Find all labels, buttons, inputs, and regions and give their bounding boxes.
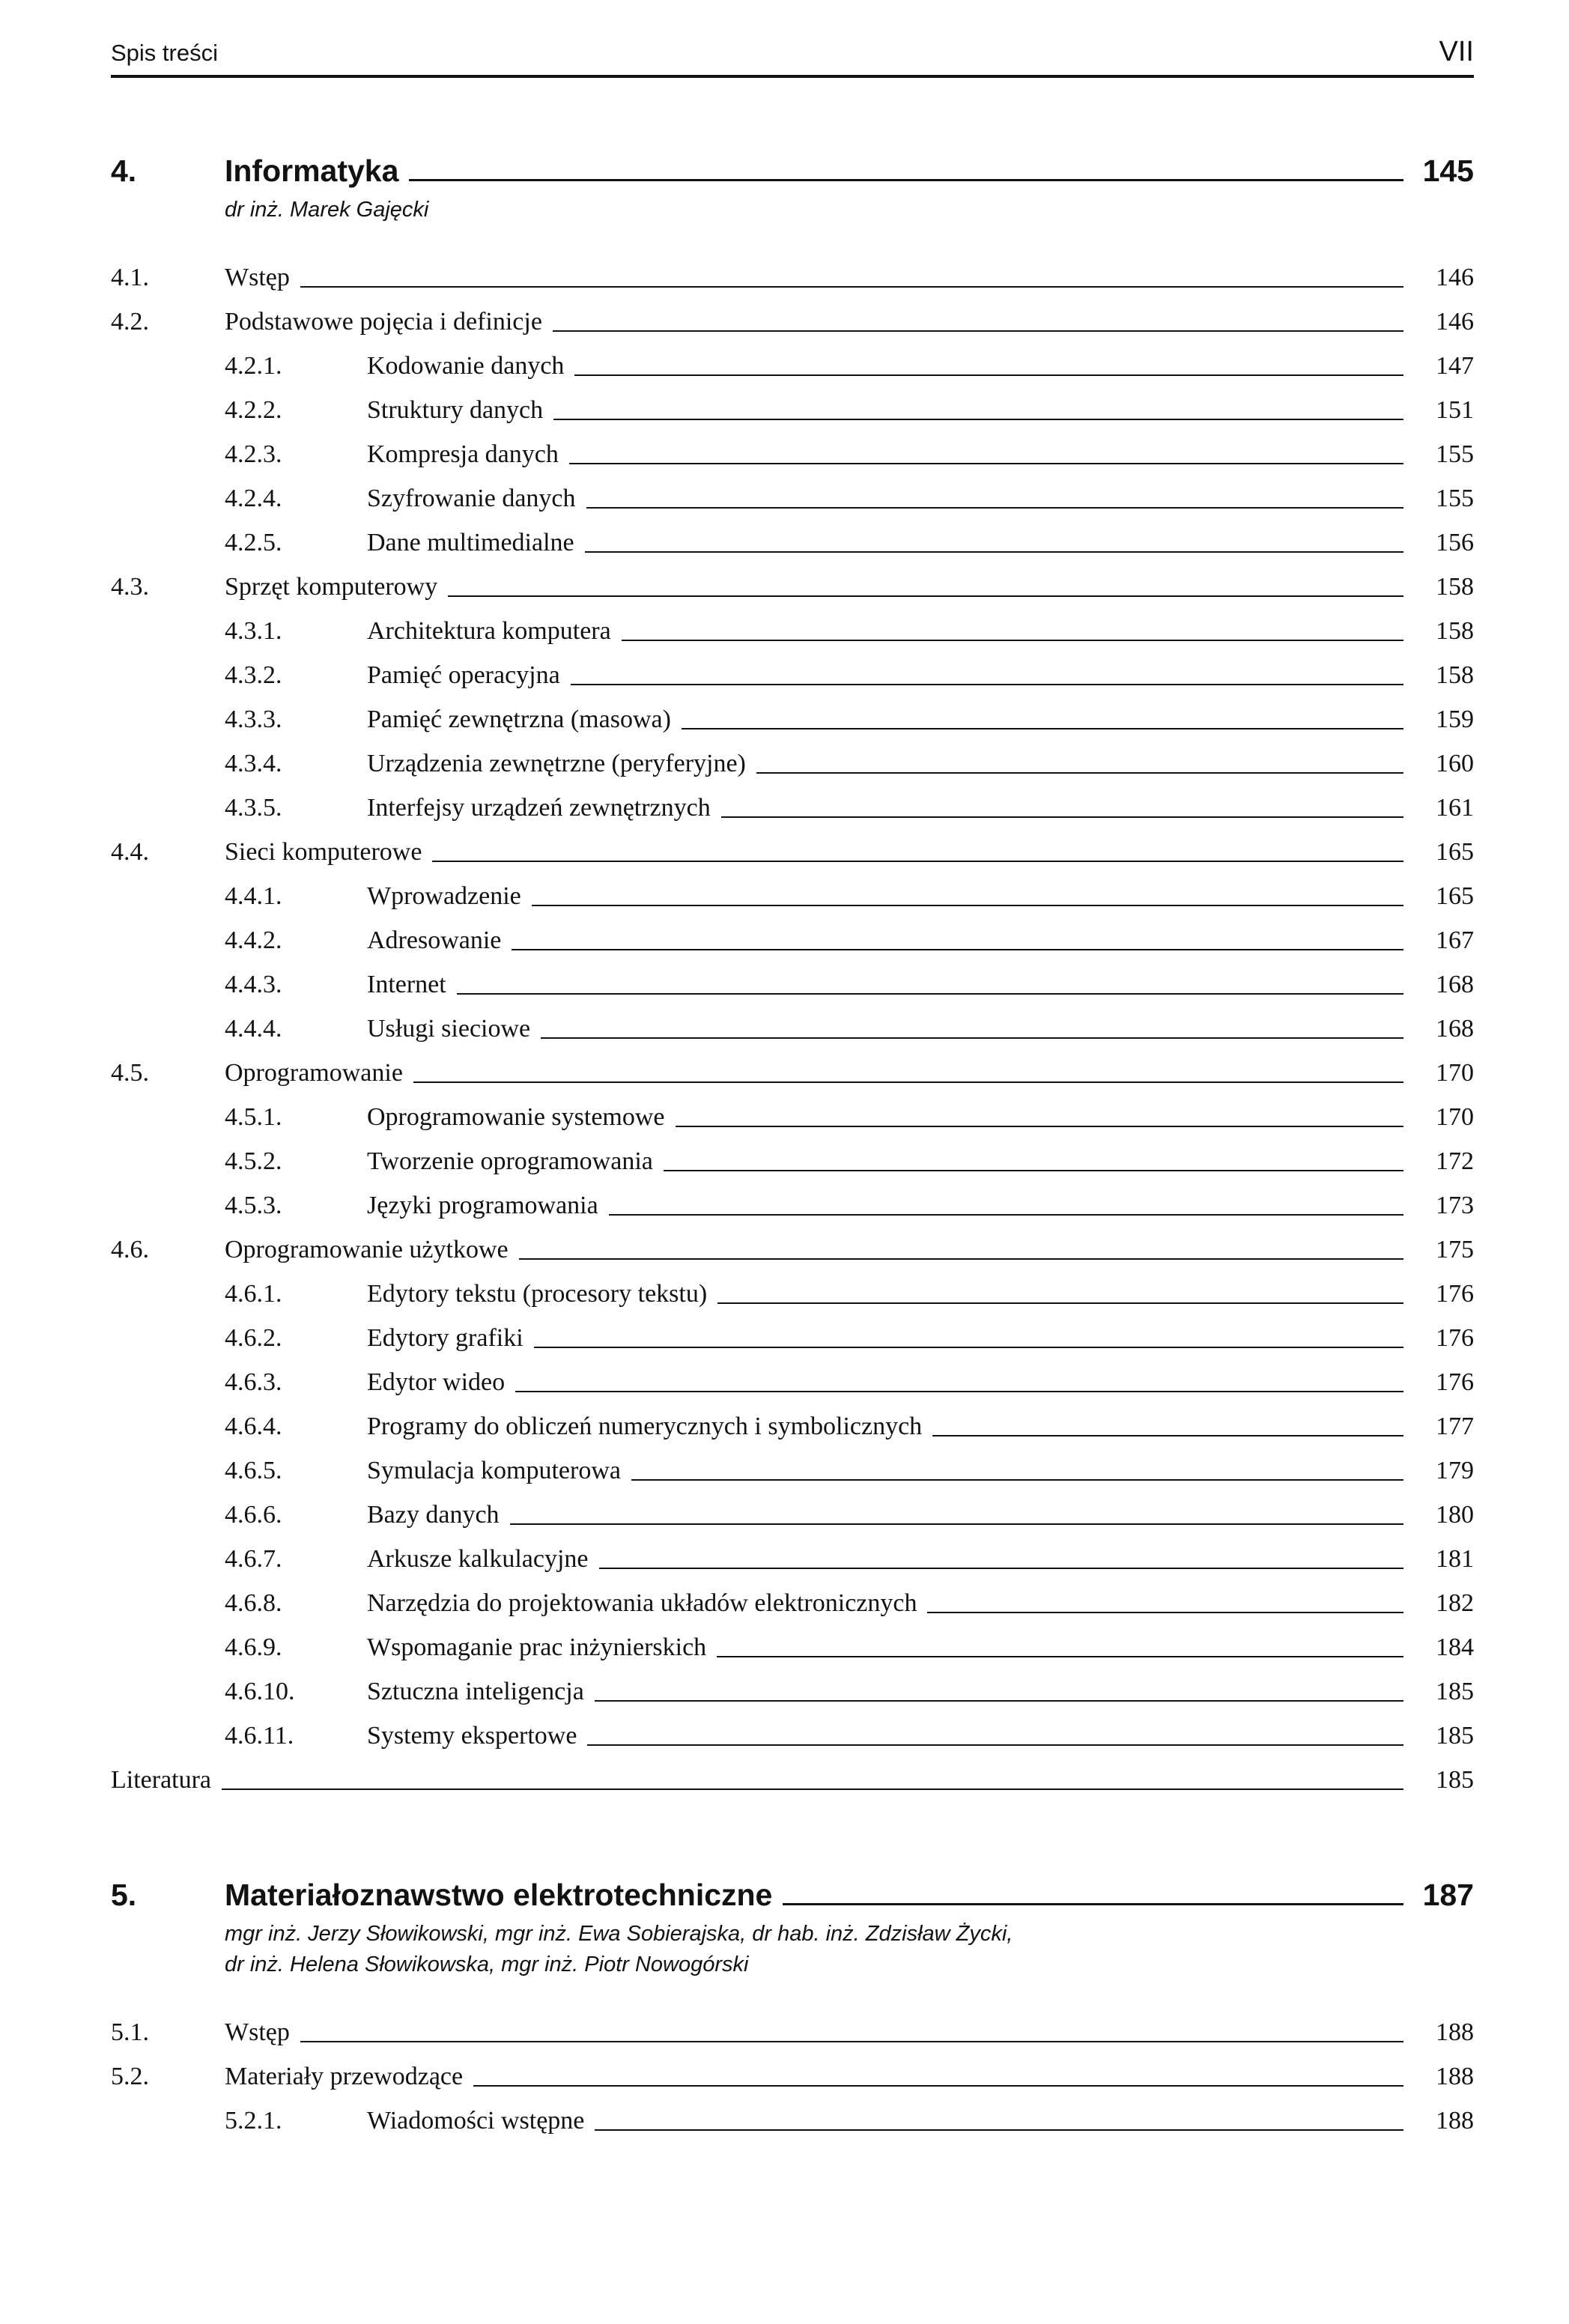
- leader-line: [222, 1788, 1403, 1790]
- entry-page-number: 158: [1436, 617, 1474, 645]
- entry-number: 4.3.4.: [225, 750, 282, 777]
- leader-line: [457, 993, 1403, 995]
- entry-title: Systemy ekspertowe: [367, 1722, 577, 1750]
- entry-number: 4.2.4.: [225, 485, 282, 512]
- author-line: mgr inż. Jerzy Słowikowski, mgr inż. Ewa Sobierajska, dr hab. inż. Zdzisław Życki,: [225, 1922, 1013, 1946]
- running-header-page-number: VII: [1439, 36, 1474, 67]
- entry-title: Edytory tekstu (procesory tekstu): [367, 1280, 708, 1308]
- entry-page-number: 168: [1436, 971, 1474, 998]
- chapter-entries: [111, 2010, 1474, 2143]
- leader-line: [571, 684, 1403, 685]
- entry-page-number: 146: [1436, 264, 1474, 291]
- leader-line: [532, 905, 1403, 906]
- entry-number: 4.5.1.: [225, 1103, 282, 1131]
- chapter-page-number: 145: [1422, 154, 1474, 188]
- entry-page-number: 159: [1436, 706, 1474, 733]
- entry-page-number: 176: [1436, 1368, 1474, 1396]
- entry-title: Adresowanie: [367, 926, 502, 954]
- toc-entry: [111, 1007, 1474, 1051]
- leader-line: [717, 1656, 1403, 1657]
- leader-line: [682, 728, 1403, 729]
- entry-title: Pamięć zewnętrzna (masowa): [367, 706, 671, 733]
- entry-page-number: 185: [1436, 1766, 1474, 1794]
- entry-number: 4.6.4.: [225, 1413, 282, 1440]
- toc-entry: [111, 1625, 1474, 1669]
- toc-entry: [111, 1360, 1474, 1404]
- entry-page-number: 185: [1436, 1722, 1474, 1750]
- entry-number: 4.4.3.: [225, 971, 282, 998]
- toc-entry: [111, 1316, 1474, 1360]
- toc-entry: [111, 1183, 1474, 1228]
- entry-number: 4.6.11.: [225, 1722, 294, 1750]
- leader-line: [595, 2129, 1403, 2131]
- chapter-page-number: 187: [1422, 1878, 1474, 1912]
- entry-page-number: 161: [1436, 794, 1474, 822]
- leader-line: [599, 1568, 1404, 1569]
- entry-page-number: 156: [1436, 529, 1474, 556]
- leader-line: [622, 640, 1403, 641]
- chapter-authors: [225, 1919, 1474, 1980]
- entry-page-number: 175: [1436, 1236, 1474, 1263]
- leader-line: [609, 1214, 1403, 1216]
- entry-number: 4.4.1.: [225, 882, 282, 910]
- toc-entry: [111, 741, 1474, 786]
- toc-entry: [111, 1139, 1474, 1183]
- entry-number: 4.6.10.: [225, 1678, 295, 1705]
- chapter-heading: [111, 1875, 1474, 1914]
- leader-line: [519, 1258, 1403, 1260]
- entry-title: Struktury danych: [367, 396, 544, 424]
- toc-entry: [111, 2099, 1474, 2143]
- entry-title: Narzędzia do projektowania układów elektronicznych: [367, 1589, 917, 1617]
- toc-entry: [111, 653, 1474, 697]
- leader-line: [585, 551, 1403, 553]
- entry-page-number: 180: [1436, 1501, 1474, 1529]
- chapter-authors: [225, 195, 1474, 225]
- entry-number: 4.6.5.: [225, 1457, 282, 1484]
- entry-number: 4.6.: [111, 1236, 149, 1263]
- chapter-block: [111, 151, 1474, 1802]
- entry-number: 4.4.4.: [225, 1015, 282, 1043]
- entry-title: Architektura komputera: [367, 617, 611, 645]
- leader-line: [783, 1903, 1403, 1905]
- entry-page-number: 158: [1436, 661, 1474, 689]
- entry-number: 4.6.7.: [225, 1545, 282, 1573]
- toc-entry: [111, 1404, 1474, 1448]
- leader-line: [587, 1744, 1403, 1746]
- entry-title: Kompresja danych: [367, 440, 559, 468]
- entry-title: Edytory grafiki: [367, 1324, 523, 1352]
- entry-number: 4.5.3.: [225, 1192, 282, 1219]
- entry-number: 4.3.5.: [225, 794, 282, 822]
- entry-title: Dane multimedialne: [367, 529, 574, 556]
- toc-entry: [111, 874, 1474, 918]
- entry-number: 4.2.3.: [225, 440, 282, 468]
- entry-number: 4.2.1.: [225, 352, 282, 380]
- author-line: dr inż. Helena Słowikowska, mgr inż. Piotr Nowogórski: [225, 1953, 749, 1976]
- entry-number: 4.4.: [111, 838, 149, 866]
- entry-number: 4.1.: [111, 264, 149, 291]
- chapter-number: 4.: [111, 154, 137, 188]
- toc-entry: [111, 255, 1474, 300]
- entry-number: 4.3.: [111, 573, 149, 601]
- leader-line: [595, 1700, 1403, 1702]
- entry-page-number: 146: [1436, 308, 1474, 336]
- running-header-title: Spis treści: [111, 40, 218, 66]
- leader-line: [534, 1347, 1403, 1348]
- toc-entry: [111, 1051, 1474, 1095]
- entry-title: Oprogramowanie systemowe: [367, 1103, 665, 1131]
- entry-page-number: 176: [1436, 1280, 1474, 1308]
- entry-page-number: 173: [1436, 1192, 1474, 1219]
- entry-number: 4.2.5.: [225, 529, 282, 556]
- entry-page-number: 167: [1436, 926, 1474, 954]
- toc-entry: [111, 1537, 1474, 1581]
- leader-line: [515, 1391, 1403, 1392]
- toc-entry: [111, 1448, 1474, 1493]
- entry-page-number: 176: [1436, 1324, 1474, 1352]
- entry-title: Kodowanie danych: [367, 352, 565, 380]
- leader-line: [569, 463, 1403, 464]
- entry-title: Podstawowe pojęcia i definicje: [225, 308, 542, 336]
- entry-page-number: 177: [1436, 1413, 1474, 1440]
- chapter-entries: [111, 255, 1474, 1802]
- toc-entry: [111, 1669, 1474, 1714]
- leader-line: [541, 1037, 1403, 1039]
- entry-title: Arkusze kalkulacyjne: [367, 1545, 589, 1573]
- entry-number: 4.3.1.: [225, 617, 282, 645]
- toc-entry: [111, 300, 1474, 344]
- entry-page-number: 151: [1436, 396, 1474, 424]
- entry-page-number: 168: [1436, 1015, 1474, 1043]
- toc-entry: [111, 1272, 1474, 1316]
- leader-line: [676, 1126, 1403, 1127]
- toc-entry: [111, 830, 1474, 874]
- entry-title: Wstęp: [225, 2018, 290, 2046]
- toc-entry: [111, 521, 1474, 565]
- toc-entry: [111, 962, 1474, 1007]
- entry-title: Oprogramowanie użytkowe: [225, 1236, 509, 1263]
- toc-body: [111, 151, 1474, 2143]
- entry-title: Szyfrowanie danych: [367, 485, 576, 512]
- leader-line: [409, 179, 1403, 181]
- leader-line: [574, 374, 1403, 376]
- entry-number: 4.5.: [111, 1059, 149, 1087]
- chapter-title: Materiałoznawstwo elektrotechniczne: [225, 1878, 773, 1912]
- entry-page-number: 182: [1436, 1589, 1474, 1617]
- chapter-heading: [111, 151, 1474, 190]
- leader-line: [553, 330, 1403, 332]
- leader-line: [300, 286, 1403, 288]
- leader-line: [927, 1612, 1403, 1613]
- entry-page-number: 158: [1436, 573, 1474, 601]
- leader-line: [432, 861, 1403, 862]
- entry-page-number: 165: [1436, 882, 1474, 910]
- leader-line: [631, 1479, 1403, 1481]
- toc-entry: [111, 1493, 1474, 1537]
- entry-number: 4.4.2.: [225, 926, 282, 954]
- toc-entry: [111, 609, 1474, 653]
- entry-number: 4.2.: [111, 308, 149, 336]
- toc-entry: [111, 697, 1474, 741]
- toc-entry: [111, 1758, 1474, 1802]
- leader-line: [300, 2041, 1403, 2042]
- entry-number: 4.6.1.: [225, 1280, 282, 1308]
- entry-page-number: 185: [1436, 1678, 1474, 1705]
- leader-line: [756, 772, 1403, 774]
- leader-line: [721, 816, 1403, 818]
- entry-title: Literatura: [111, 1766, 212, 1794]
- entry-page-number: 147: [1436, 352, 1474, 380]
- leader-line: [932, 1435, 1403, 1436]
- leader-line: [448, 595, 1403, 597]
- entry-title: Sztuczna inteligencja: [367, 1678, 584, 1705]
- entry-title: Tworzenie oprogramowania: [367, 1147, 653, 1175]
- chapter-title: Informatyka: [225, 154, 399, 188]
- entry-title: Programy do obliczeń numerycznych i symbolicznych: [367, 1413, 923, 1440]
- entry-page-number: 179: [1436, 1457, 1474, 1484]
- toc-entry: [111, 565, 1474, 609]
- toc-entry: [111, 786, 1474, 830]
- toc-entry: [111, 918, 1474, 962]
- toc-entry: [111, 2054, 1474, 2099]
- entry-page-number: 160: [1436, 750, 1474, 777]
- entry-title: Internet: [367, 971, 446, 998]
- entry-title: Interfejsy urządzeń zewnętrznych: [367, 794, 711, 822]
- entry-title: Wprowadzenie: [367, 882, 521, 910]
- entry-page-number: 181: [1436, 1545, 1474, 1573]
- entry-title: Wspomaganie prac inżynierskich: [367, 1633, 707, 1661]
- entry-number: 4.6.2.: [225, 1324, 282, 1352]
- toc-entry: [111, 388, 1474, 432]
- chapter-number: 5.: [111, 1878, 137, 1912]
- entry-number: 4.3.3.: [225, 706, 282, 733]
- toc-entry: [111, 1228, 1474, 1272]
- toc-entry: [111, 2010, 1474, 2054]
- entry-title: Wstęp: [225, 264, 290, 291]
- entry-page-number: 155: [1436, 440, 1474, 468]
- entry-title: Symulacja komputerowa: [367, 1457, 621, 1484]
- page-header: [111, 37, 1474, 78]
- entry-page-number: 170: [1436, 1059, 1474, 1087]
- leader-line: [473, 2085, 1403, 2087]
- entry-title: Edytor wideo: [367, 1368, 506, 1396]
- entry-title: Bazy danych: [367, 1501, 500, 1529]
- entry-page-number: 155: [1436, 485, 1474, 512]
- chapter-block: [111, 1875, 1474, 2143]
- entry-page-number: 188: [1436, 2018, 1474, 2046]
- entry-title: Oprogramowanie: [225, 1059, 403, 1087]
- entry-title: Sprzęt komputerowy: [225, 573, 438, 601]
- entry-title: Wiadomości wstępne: [367, 2107, 585, 2135]
- entry-page-number: 165: [1436, 838, 1474, 866]
- leader-line: [512, 949, 1403, 950]
- entry-page-number: 184: [1436, 1633, 1474, 1661]
- leader-line: [413, 1081, 1403, 1083]
- entry-page-number: 188: [1436, 2107, 1474, 2135]
- entry-number: 4.6.3.: [225, 1368, 282, 1396]
- leader-line: [717, 1302, 1403, 1304]
- entry-number: 5.2.: [111, 2063, 149, 2090]
- toc-entry: [111, 1714, 1474, 1758]
- leader-line: [510, 1523, 1403, 1525]
- leader-line: [586, 507, 1403, 509]
- entry-number: 5.1.: [111, 2018, 149, 2046]
- entry-number: 4.3.2.: [225, 661, 282, 689]
- toc-entry: [111, 476, 1474, 521]
- leader-line: [664, 1170, 1403, 1171]
- entry-title: Usługi sieciowe: [367, 1015, 531, 1043]
- entry-number: 5.2.1.: [225, 2107, 282, 2135]
- entry-page-number: 170: [1436, 1103, 1474, 1131]
- entry-title: Materiały przewodzące: [225, 2063, 464, 2090]
- leader-line: [553, 419, 1403, 420]
- entry-number: 4.6.9.: [225, 1633, 282, 1661]
- author-line: dr inż. Marek Gajęcki: [225, 198, 429, 222]
- entry-title: Urządzenia zewnętrzne (peryferyjne): [367, 750, 746, 777]
- entry-page-number: 188: [1436, 2063, 1474, 2090]
- entry-title: Języki programowania: [367, 1192, 598, 1219]
- toc-entry: [111, 1581, 1474, 1625]
- entry-number: 4.6.8.: [225, 1589, 282, 1617]
- entry-number: 4.2.2.: [225, 396, 282, 424]
- toc-entry: [111, 344, 1474, 388]
- entry-page-number: 172: [1436, 1147, 1474, 1175]
- entry-title: Sieci komputerowe: [225, 838, 422, 866]
- toc-entry: [111, 432, 1474, 476]
- entry-number: 4.6.6.: [225, 1501, 282, 1529]
- entry-title: Pamięć operacyjna: [367, 661, 560, 689]
- entry-number: 4.5.2.: [225, 1147, 282, 1175]
- toc-entry: [111, 1095, 1474, 1139]
